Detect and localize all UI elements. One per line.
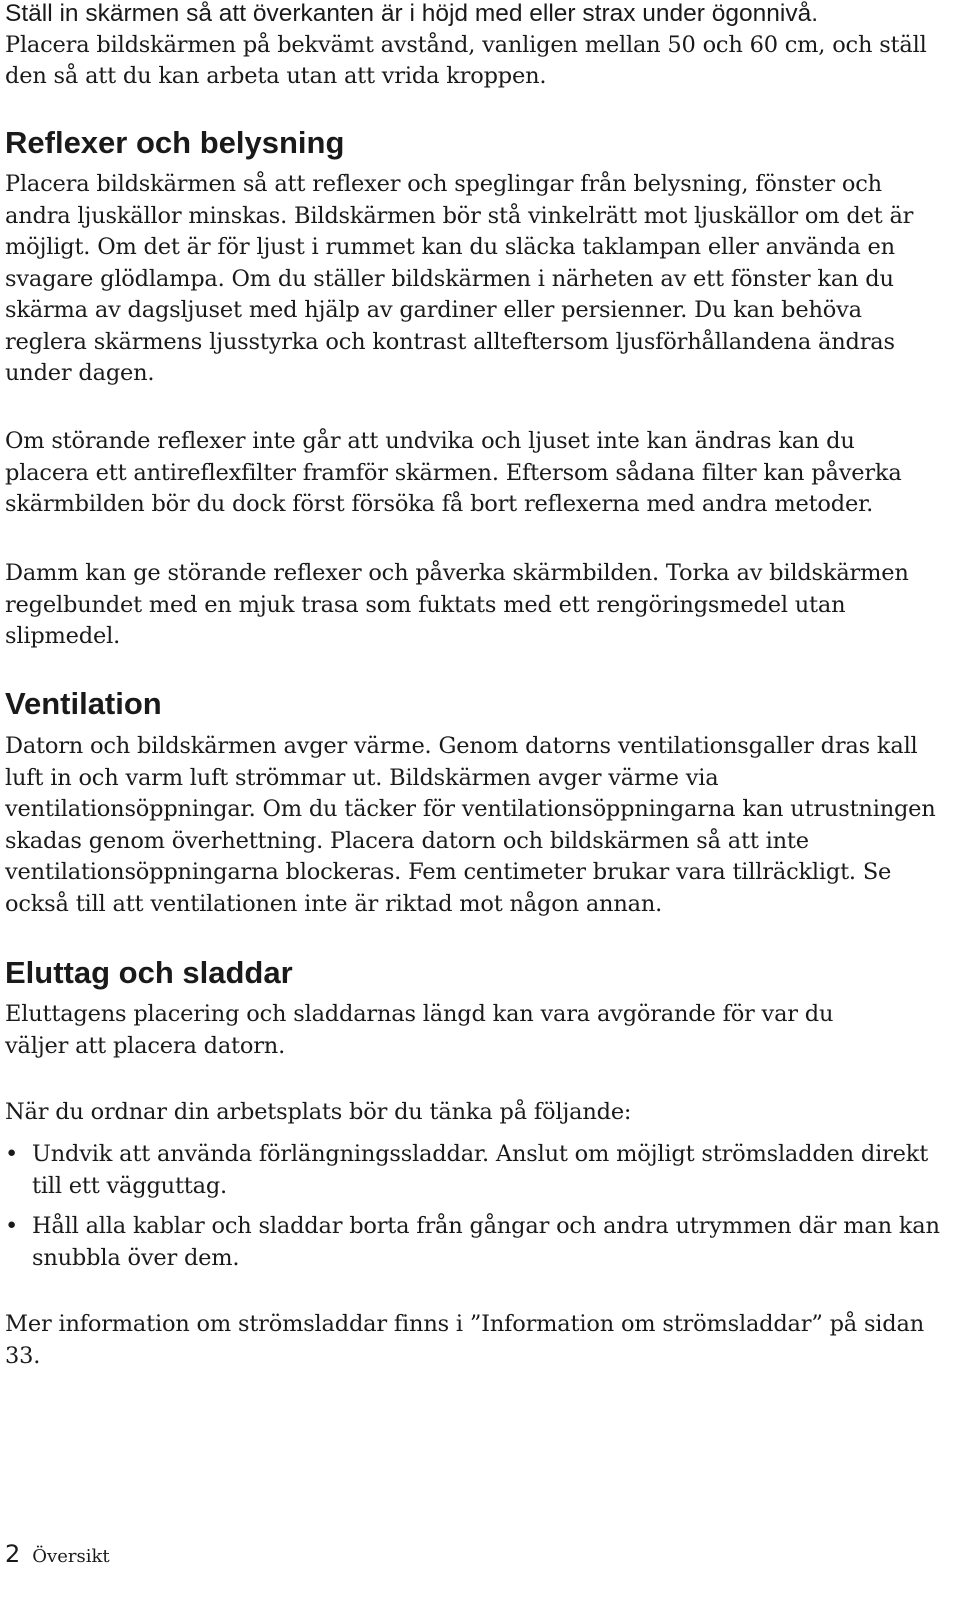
reflexer-paragraph-2: Om störande reflexer inte går att undvika och ljuset inte kan ändras kan du placera ett antireflexfilter framför skärmen. Eftersom sådana filter kan påverka skärmbilden bör du dock först försöka få bort reflexerna med andra metoder. [5,428,902,517]
section-eluttag-3 [5,1309,940,1372]
reflexer-paragraph-1: Placera bildskärmen så att reflexer och speglingar från belysning, fönster och andra ljuskällor minskas. Bildskärmen bör stå vinkelrätt mot ljuskällor om det är möjligt. Om det är för ljust i rummet kan du släcka taklampan eller använda en svagare glödlampa. Om du ställer bildskärmen i närheten av ett fönster kan du skärma av dagsljuset med hjälp av gardiner eller persienner. Du kan behöva reglera skärmens ljusstyrka och kontrast allteftersom ljusförhållandena ändras under dagen. [5,171,914,386]
section-eluttag [5,999,940,1062]
section-reflexer-3 [5,558,940,653]
intro-line-1: Ställ in skärmen så att överkanten är i höjd med eller strax under ögonnivå. [5,0,819,27]
eluttag-bullet-list [5,1139,940,1274]
section-reflexer [5,169,940,390]
list-item: • Håll alla kablar och sladdar borta från gångar och andra utrymmen där man kan snubbla över dem. [5,1211,940,1274]
list-item: • Undvik att använda förlängningssladdar. Anslut om möjligt strömsladden direkt till ett vägguttag. [5,1139,940,1202]
page-number: 2 [5,1540,21,1568]
reflexer-paragraph-3: Damm kan ge störande reflexer och påverka skärmbilden. Torka av bildskärmen regelbundet med en mjuk trasa som fuktats med ett rengöringsmedel utan slipmedel. [5,560,909,649]
heading-eluttag: Eluttag och sladdar [5,955,293,990]
page-footer [5,1540,110,1568]
eluttag-paragraph-2: När du ordnar din arbetsplats bör du tänka på följande: [5,1099,632,1125]
intro-paragraph: Placera bildskärmen på bekvämt avstånd, vanligen mellan 50 och 60 cm, och ställ den så att du kan arbeta utan att vrida kroppen. [5,31,927,89]
footer-section-name: Översikt [32,1546,110,1567]
section-ventilation [5,731,940,920]
section-reflexer-2 [5,426,940,521]
eluttag-paragraph-1: Eluttagens placering och sladdarnas längd kan vara avgörande för var du väljer att placera datorn. [5,1001,834,1059]
heading-reflexer: Reflexer och belysning [5,125,345,160]
heading-ventilation: Ventilation [5,686,162,721]
eluttag-paragraph-3: Mer information om strömsladdar finns i ”Information om strömsladdar” på sidan 33. [5,1311,925,1369]
ventilation-paragraph: Datorn och bildskärmen avger värme. Genom datorns ventilationsgaller dras kall luft in och varm luft strömmar ut. Bildskärmen avger värme via ventilationsöppningar. Om du täcker för ventilationsöppningarna kan utrustningen skadas genom överhettning. Placera datorn och bildskärmen så att inte ventilationsöppningarna blockeras. Fem centimeter brukar vara tillräckligt. Se också till att ventilationen inte är riktad mot någon annan. [5,733,936,917]
section-eluttag-2 [5,1097,940,1129]
intro-block [5,0,940,93]
